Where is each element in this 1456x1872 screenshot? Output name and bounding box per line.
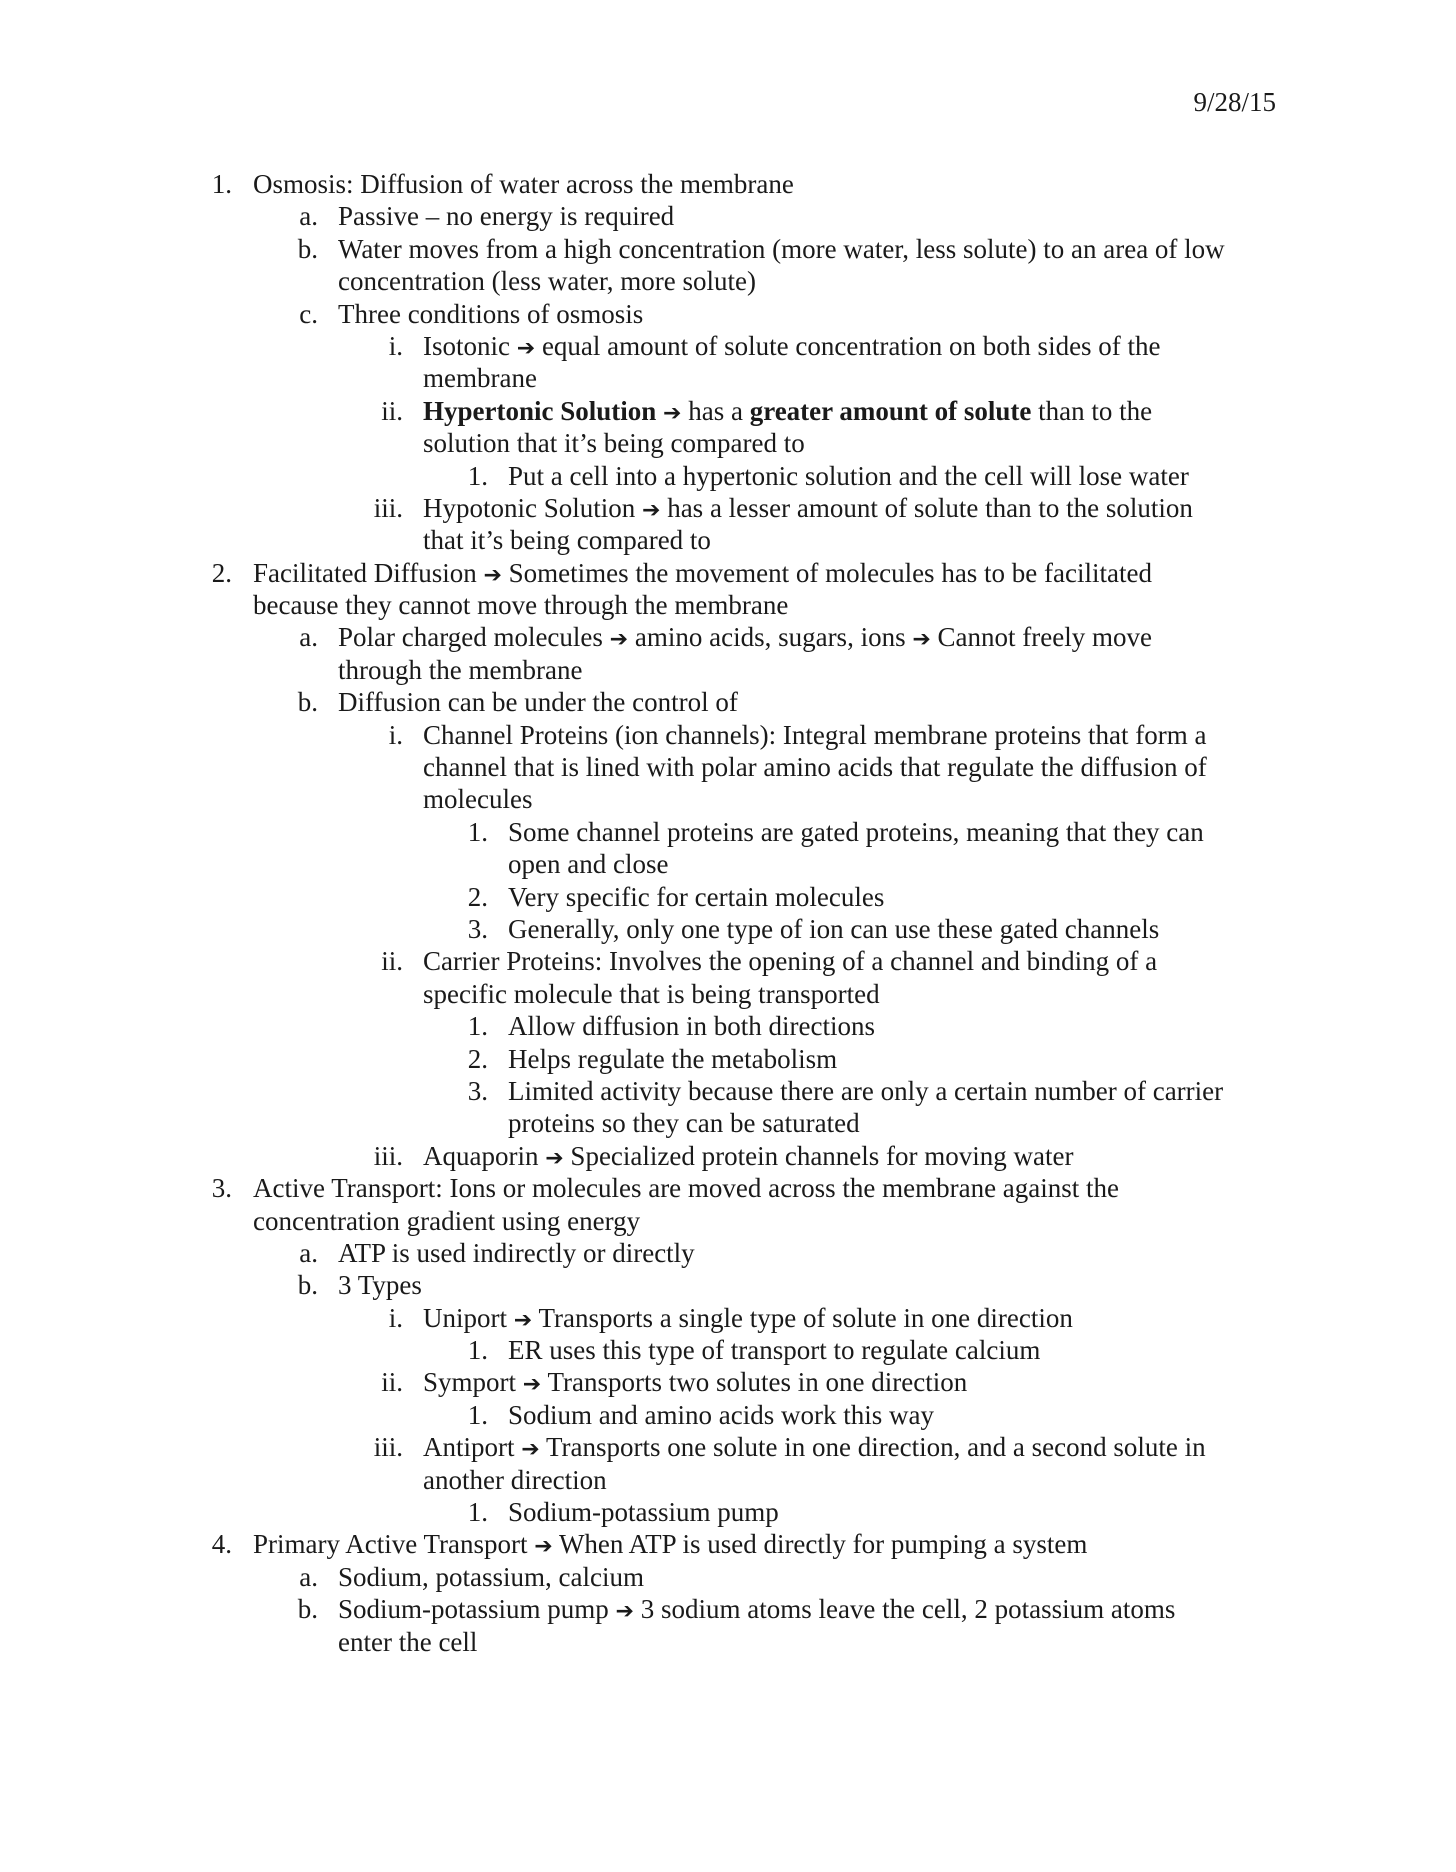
text-segment: concentration (less water, more solute): [338, 266, 757, 297]
list-marker: b.: [297, 1594, 318, 1625]
list-item-text: [508, 1334, 1040, 1366]
text-segment: Sodium, potassium, calcium: [338, 1561, 644, 1592]
text-segment: Hypotonic Solution: [423, 492, 643, 523]
outline-line: [0, 1496, 1456, 1528]
list-item-text: [508, 881, 884, 913]
outline-line: [0, 1431, 1456, 1463]
list-item-text: [423, 1140, 1074, 1175]
right-arrow-icon: ➔: [663, 400, 682, 426]
text-segment: enter the cell: [338, 1626, 478, 1657]
list-marker: ii.: [381, 946, 403, 977]
outline-line: [0, 654, 1456, 686]
text-segment: concentration gradient using energy: [253, 1205, 641, 1236]
outline-line: [0, 330, 1456, 362]
outline-line: [0, 1561, 1456, 1593]
right-arrow-icon: ➔: [516, 335, 536, 361]
list-marker: 3.: [467, 913, 488, 944]
notes-outline: [0, 168, 1456, 1658]
text-segment: Channel Proteins (ion channels): Integral membrane proteins that form a: [423, 719, 1207, 750]
list-item-text: [338, 686, 738, 718]
text-segment: molecules: [423, 784, 533, 815]
list-item-text: [338, 233, 1225, 265]
text-segment: Polar charged molecules: [338, 622, 610, 653]
list-marker: iii.: [373, 492, 403, 523]
text-segment: has a lesser amount of solute than to the solution: [660, 492, 1193, 523]
list-item-text: [508, 1496, 779, 1528]
list-marker: i.: [388, 719, 403, 750]
text-segment: specific molecule that is being transported: [423, 978, 880, 1009]
right-arrow-icon: ➔: [483, 562, 502, 588]
text-segment: amino acids, sugars, ions: [628, 622, 913, 653]
list-item-text: [253, 1528, 1087, 1563]
text-segment: Isotonic: [423, 330, 517, 361]
bold-text: Hypertonic Solution: [423, 395, 657, 426]
text-segment: has a: [681, 395, 750, 426]
text-segment: Symport: [423, 1367, 523, 1398]
list-item-text: [508, 913, 1159, 945]
text-segment: Primary Active Transport: [253, 1529, 535, 1560]
list-item-text: [338, 1561, 644, 1593]
outline-line: [0, 978, 1456, 1010]
list-marker: 4.: [211, 1529, 232, 1560]
text-segment: membrane: [423, 363, 537, 394]
list-marker: b.: [297, 233, 318, 264]
list-item-text: [508, 460, 1189, 492]
list-item-text: [423, 362, 537, 394]
list-item-text: [508, 848, 668, 880]
text-segment: Allow diffusion in both directions: [508, 1011, 875, 1042]
list-item-text: [338, 621, 1152, 656]
outline-line: [0, 945, 1456, 977]
text-segment: Osmosis: Diffusion of water across the membrane: [253, 169, 794, 199]
list-marker: a.: [299, 1561, 318, 1592]
text-segment: Transports a single type of solute in one direction: [532, 1302, 1073, 1333]
outline-line: [0, 460, 1456, 492]
text-segment: equal amount of solute concentration on both sides of the: [535, 330, 1161, 361]
text-segment: Transports one solute in one direction, and a second solute in: [539, 1432, 1206, 1463]
right-arrow-icon: ➔: [609, 627, 629, 653]
list-item-text: [338, 1269, 422, 1301]
list-item-text: [338, 200, 674, 232]
outline-line: [0, 751, 1456, 783]
text-segment: Some channel proteins are gated proteins, meaning that they can: [508, 816, 1204, 847]
outline-line: [0, 913, 1456, 945]
list-marker: 2.: [467, 881, 488, 912]
outline-line: [0, 686, 1456, 718]
outline-line: [0, 1269, 1456, 1301]
list-item-text: [508, 1075, 1223, 1107]
text-segment: Specialized protein channels for moving water: [563, 1140, 1074, 1171]
text-segment: solution that it’s being compared to: [423, 428, 805, 459]
list-marker: i.: [388, 330, 403, 361]
list-item-text: [423, 395, 1152, 430]
text-segment: proteins so they can be saturated: [508, 1108, 860, 1139]
text-segment: Uniport: [423, 1302, 514, 1333]
list-item-text: [423, 1431, 1206, 1466]
list-item-text: [423, 427, 805, 459]
list-marker: ii.: [381, 395, 403, 426]
list-item-text: [423, 330, 1161, 365]
list-marker: iii.: [373, 1432, 403, 1463]
text-segment: 3 Types: [338, 1270, 422, 1301]
list-marker: 1.: [211, 169, 232, 199]
list-item-text: [508, 1043, 837, 1075]
outline-line: [0, 783, 1456, 815]
text-segment: that it’s being compared to: [423, 525, 711, 556]
text-segment: Three conditions of osmosis: [338, 298, 644, 329]
outline-line: [0, 1010, 1456, 1042]
list-marker: a.: [299, 1237, 318, 1268]
list-marker: 1.: [467, 1011, 488, 1042]
page-date: 9/28/15: [1193, 87, 1276, 117]
list-marker: iii.: [373, 1140, 403, 1171]
outline-line: [0, 816, 1456, 848]
outline-line: [0, 621, 1456, 653]
text-segment: Sodium-potassium pump: [338, 1594, 616, 1625]
outline-line: [0, 362, 1456, 394]
outline-line: [0, 524, 1456, 556]
list-item-text: [338, 654, 582, 686]
outline-line: [0, 1043, 1456, 1075]
list-item-text: [423, 1366, 967, 1401]
outline-line: [0, 1366, 1456, 1398]
text-segment: Water moves from a high concentration (more water, less solute) to an area of low: [338, 233, 1225, 264]
outline-line: [0, 395, 1456, 427]
list-item-text: [338, 298, 643, 330]
list-marker: 2.: [467, 1043, 488, 1074]
list-marker: 2.: [211, 557, 232, 588]
text-segment: Very specific for certain molecules: [508, 881, 885, 912]
text-segment: Put a cell into a hypertonic solution and the cell will lose water: [508, 460, 1189, 491]
outline-line: [0, 200, 1456, 232]
bold-text: greater amount of solute: [749, 395, 1032, 426]
right-arrow-icon: ➔: [522, 1372, 542, 1398]
list-item-text: [423, 492, 1193, 527]
right-arrow-icon: ➔: [534, 1534, 553, 1560]
list-marker: b.: [297, 1270, 318, 1301]
text-segment: through the membrane: [338, 654, 583, 685]
list-item-text: [508, 816, 1204, 848]
text-segment: Helps regulate the metabolism: [508, 1043, 838, 1074]
text-segment: another direction: [423, 1464, 607, 1495]
text-segment: Sodium and amino acids work this way: [508, 1399, 934, 1430]
outline-line: [0, 719, 1456, 751]
list-item-text: [338, 1237, 695, 1269]
list-item-text: [423, 524, 711, 556]
outline-line: [0, 1464, 1456, 1496]
outline-line: [0, 1172, 1456, 1204]
text-segment: channel that is lined with polar amino acids that regulate the diffusion of: [423, 752, 1207, 783]
list-marker: a.: [299, 622, 318, 653]
list-marker: c.: [299, 298, 318, 329]
list-marker: 1.: [467, 1497, 488, 1528]
text-segment: Generally, only one type of ion can use these gated channels: [508, 913, 1160, 944]
list-item-text: [338, 1593, 1175, 1628]
text-segment: because they cannot move through the membrane: [253, 590, 789, 621]
text-segment: Sodium-potassium pump: [508, 1497, 779, 1528]
text-segment: When ATP is used directly for pumping a system: [552, 1529, 1088, 1560]
text-segment: Passive – no energy is required: [338, 201, 675, 232]
text-segment: open and close: [508, 849, 669, 880]
list-item-text: [423, 751, 1207, 783]
outline-line: [0, 427, 1456, 459]
outline-line: [0, 1399, 1456, 1431]
list-marker: 1.: [467, 1399, 488, 1430]
list-item-text: [508, 1399, 934, 1431]
outline-line: [0, 589, 1456, 621]
outline-line: [0, 881, 1456, 913]
list-item-text: [508, 1107, 860, 1139]
outline-line: [0, 1107, 1456, 1139]
list-item-text: [338, 1626, 477, 1658]
text-segment: Diffusion can be under the control of: [338, 687, 738, 718]
list-marker: 1.: [467, 460, 488, 491]
text-segment: Cannot freely move: [930, 622, 1152, 653]
right-arrow-icon: ➔: [912, 627, 931, 653]
list-item-text: [423, 1464, 607, 1496]
list-item-text: [423, 719, 1207, 751]
outline-line: [0, 1140, 1456, 1172]
list-marker: 3.: [211, 1173, 232, 1204]
right-arrow-icon: ➔: [545, 1145, 564, 1171]
text-segment: Sometimes the movement of molecules has to be facilitated: [501, 557, 1152, 588]
right-arrow-icon: ➔: [642, 497, 661, 523]
text-segment: ER uses this type of transport to regulate calcium: [508, 1335, 1041, 1366]
outline-line: [0, 557, 1456, 589]
text-segment: Facilitated Diffusion: [253, 557, 484, 588]
list-marker: b.: [297, 687, 318, 718]
list-marker: ii.: [381, 1367, 403, 1398]
right-arrow-icon: ➔: [513, 1307, 533, 1333]
outline-line: [0, 1302, 1456, 1334]
outline-line: [0, 233, 1456, 265]
text-segment: Aquaporin: [423, 1140, 546, 1171]
outline-line: [0, 492, 1456, 524]
outline-line: [0, 848, 1456, 880]
outline-line: [0, 168, 1456, 200]
text-segment: Carrier Proteins: Involves the opening of a channel and binding of a: [423, 946, 1158, 977]
list-marker: 1.: [467, 816, 488, 847]
outline-line: [0, 298, 1456, 330]
outline-line: [0, 1334, 1456, 1366]
right-arrow-icon: ➔: [615, 1599, 634, 1625]
list-item-text: [253, 168, 794, 200]
outline-line: [0, 1205, 1456, 1237]
text-segment: Antiport: [423, 1432, 522, 1463]
list-item-text: [253, 1205, 640, 1237]
list-item-text: [423, 978, 880, 1010]
list-item-text: [423, 783, 532, 815]
outline-line: [0, 1075, 1456, 1107]
list-item-text: [423, 945, 1157, 977]
list-marker: 3.: [467, 1075, 488, 1106]
text-segment: 3 sodium atoms leave the cell, 2 potassium atoms: [633, 1594, 1176, 1625]
list-item-text: [253, 589, 788, 621]
text-segment: Limited activity because there are only a certain number of carrier: [508, 1075, 1224, 1106]
list-item-text: [508, 1010, 875, 1042]
outline-line: [0, 1237, 1456, 1269]
text-segment: ATP is used indirectly or directly: [338, 1237, 695, 1268]
text-segment: than to the: [1031, 395, 1153, 426]
text-segment: Active Transport: Ions or molecules are moved across the membrane against the: [253, 1173, 1120, 1204]
list-marker: i.: [388, 1302, 403, 1333]
outline-line: [0, 1626, 1456, 1658]
outline-line: [0, 1593, 1456, 1625]
outline-line: [0, 265, 1456, 297]
list-marker: 1.: [467, 1335, 488, 1366]
list-item-text: [253, 557, 1152, 592]
list-item-text: [253, 1172, 1119, 1204]
outline-line: [0, 1528, 1456, 1560]
list-marker: a.: [299, 201, 318, 232]
right-arrow-icon: ➔: [521, 1437, 540, 1463]
list-item-text: [338, 265, 756, 297]
text-segment: Transports two solutes in one direction: [541, 1367, 968, 1398]
list-item-text: [423, 1302, 1073, 1337]
